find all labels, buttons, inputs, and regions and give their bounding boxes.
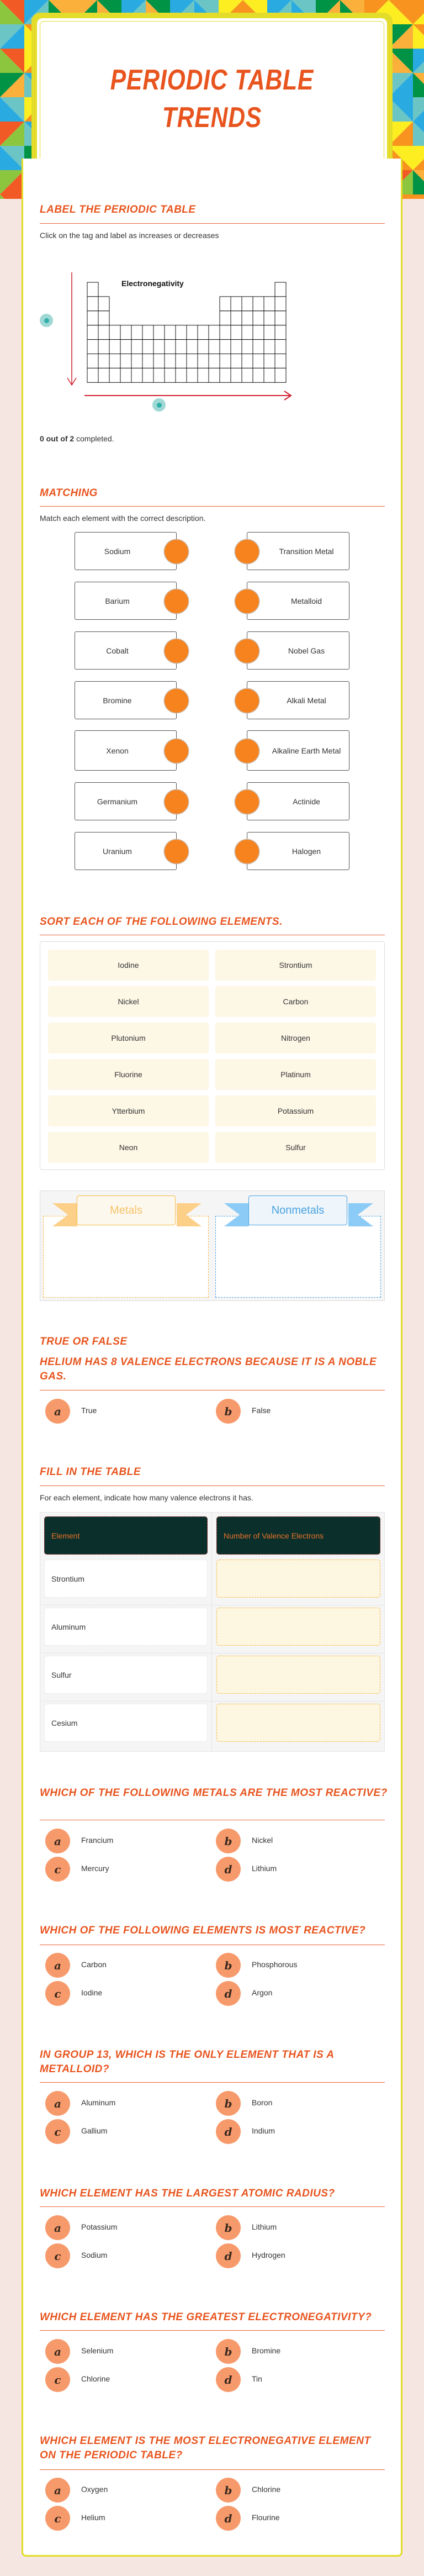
element-cell (242, 311, 253, 325)
option-text[interactable]: Lithium (252, 2222, 277, 2231)
option-letter-d[interactable]: d (216, 2367, 241, 2392)
option-letter-c[interactable]: c (45, 1981, 70, 2006)
match-left-item[interactable]: Sodium (75, 532, 177, 570)
divider (40, 223, 385, 224)
element-cell (176, 368, 187, 382)
element-cell (220, 311, 231, 325)
element-cell (198, 368, 209, 382)
valence-answer-input[interactable] (216, 1608, 380, 1646)
element-cell (275, 325, 286, 340)
table-header-valence: Number of Valence Electrons (216, 1516, 380, 1555)
match-left-item[interactable]: Xenon (75, 730, 177, 771)
element-cell (220, 340, 231, 354)
option-letter-d[interactable]: d (216, 2243, 241, 2268)
element-cell (253, 354, 264, 368)
match-right-item[interactable]: Alkaline Earth Metal (247, 730, 349, 771)
match-connector-dot[interactable] (165, 790, 188, 814)
element-cell (275, 354, 286, 368)
element-cell (220, 354, 231, 368)
option-letter-a[interactable]: a (45, 2339, 70, 2364)
option-text[interactable]: Tin (252, 2374, 262, 2383)
option-text[interactable]: Hydrogen (252, 2251, 285, 2259)
match-connector-dot[interactable] (235, 639, 259, 663)
match-right-item[interactable]: Transition Metal (247, 532, 349, 570)
element-cell (142, 354, 153, 368)
question-heading: WHICH ELEMENT HAS THE LARGEST ATOMIC RADIUS? (40, 2188, 335, 2199)
element-cell (275, 340, 286, 354)
element-cell (87, 325, 98, 340)
option-letter-b[interactable]: b (216, 2215, 241, 2240)
option-letter-a[interactable]: a (45, 2091, 70, 2116)
element-cell (264, 297, 275, 311)
match-connector-dot[interactable] (165, 739, 188, 763)
true-false-question: HELIUM HAS 8 VALENCE ELECTRONS BECAUSE IT IS A NOBLE GAS. (40, 1356, 377, 1382)
element-cell (176, 325, 187, 340)
option-text[interactable]: Boron (252, 2098, 273, 2107)
valence-answer-input[interactable] (216, 1656, 380, 1694)
element-cell (142, 340, 153, 354)
element-cell (198, 340, 209, 354)
option-letter-b[interactable]: b (216, 2339, 241, 2364)
option-letter-c[interactable]: c (45, 2119, 70, 2144)
match-left-item[interactable]: Uranium (75, 832, 177, 870)
arrow-right-icon (84, 391, 291, 400)
bin-label-nonmetals: Nonmetals (248, 1195, 347, 1225)
option-letter-c[interactable]: c (45, 2367, 70, 2392)
element-cell (209, 340, 220, 354)
element-cell (165, 368, 176, 382)
element-cell: Sulfur (44, 1656, 208, 1694)
page-title-line-1: PERIODIC TABLE (110, 64, 314, 96)
element-cell (165, 325, 176, 340)
sort-item[interactable]: Ytterbium (48, 1095, 209, 1126)
question-heading: WHICH ELEMENT IS THE MOST ELECTRONEGATIVE ELEMENT ON THE PERIODIC TABLE? (40, 2435, 371, 2461)
element-cell (231, 325, 242, 340)
element-cell (98, 340, 109, 354)
sort-item[interactable]: Strontium (215, 950, 376, 981)
option-text[interactable]: Oxygen (81, 2485, 108, 2494)
element-cell (264, 354, 275, 368)
option-text[interactable]: False (252, 1406, 271, 1415)
element-cell (131, 368, 142, 382)
divider (40, 506, 385, 507)
diagram-title: Electronegativity (121, 279, 184, 288)
divider (40, 1485, 385, 1486)
match-connector-dot[interactable] (165, 540, 188, 563)
option-text[interactable]: Potassium (81, 2222, 118, 2231)
sort-item[interactable]: Fluorine (48, 1059, 209, 1090)
match-right-item[interactable]: Nobel Gas (247, 631, 349, 670)
element-cell (187, 368, 198, 382)
sort-item[interactable]: Plutonium (48, 1023, 209, 1053)
match-connector-dot[interactable] (235, 790, 259, 814)
label-tag-hotspot-vertical[interactable] (40, 314, 53, 327)
match-right-item[interactable]: Halogen (247, 832, 349, 870)
option-text[interactable]: Iodine (81, 1988, 103, 1997)
section-heading-label: LABEL THE PERIODIC TABLE (40, 204, 196, 215)
element-cell (242, 297, 253, 311)
option-text[interactable]: Helium (81, 2513, 105, 2522)
element-cell (275, 297, 286, 311)
element-cell (120, 354, 131, 368)
element-cell (275, 368, 286, 382)
option-text[interactable]: Gallium (81, 2126, 108, 2135)
element-cell (231, 340, 242, 354)
element-cell (209, 325, 220, 340)
option-text[interactable]: Flourine (252, 2513, 280, 2522)
question-heading: WHICH ELEMENT HAS THE GREATEST ELECTRONEGATIVITY? (40, 2311, 372, 2323)
element-cell (231, 354, 242, 368)
element-cell (231, 368, 242, 382)
divider (40, 2330, 385, 2331)
match-connector-dot[interactable] (165, 840, 188, 863)
option-text[interactable]: Nickel (252, 1836, 273, 1845)
element-cell (198, 354, 209, 368)
element-cell (242, 368, 253, 382)
element-cell (242, 325, 253, 340)
periodic-table-grid (87, 282, 286, 382)
progress-count: 0 out of 2 (40, 434, 75, 443)
element-cell (87, 297, 98, 311)
element-cell (142, 325, 153, 340)
option-letter-b[interactable]: b (216, 1829, 241, 1853)
element-cell (98, 297, 109, 311)
option-letter-a[interactable]: a (45, 2478, 70, 2503)
match-connector-dot[interactable] (165, 639, 188, 663)
element-cell (242, 354, 253, 368)
element-cell (176, 354, 187, 368)
match-left-item[interactable]: Barium (75, 582, 177, 620)
match-connector-dot[interactable] (165, 689, 188, 713)
periodic-table-diagram (33, 265, 309, 414)
option-text[interactable]: Sodium (81, 2251, 108, 2259)
match-right-item[interactable]: Actinide (247, 782, 349, 820)
element-cell (98, 354, 109, 368)
element-cell (87, 354, 98, 368)
element-cell (131, 340, 142, 354)
option-text[interactable]: Lithium (252, 1864, 277, 1873)
label-progress (40, 434, 114, 443)
match-left-item[interactable]: Cobalt (75, 631, 177, 670)
element-cell: Strontium (44, 1560, 208, 1598)
match-connector-dot[interactable] (235, 739, 259, 763)
element-cell (109, 368, 120, 382)
element-cell (220, 325, 231, 340)
element-cell (264, 368, 275, 382)
section-heading-sort: SORT EACH OF THE FOLLOWING ELEMENTS. (40, 916, 283, 928)
element-cell (153, 340, 165, 354)
label-tag-hotspot-horizontal[interactable] (152, 398, 166, 412)
option-text[interactable]: Aluminum (81, 2098, 116, 2107)
element-cell (231, 297, 242, 311)
option-text[interactable]: Francium (81, 1836, 114, 1845)
match-connector-dot[interactable] (235, 540, 259, 563)
element-cell (131, 354, 142, 368)
element-cell (109, 354, 120, 368)
element-cell (87, 311, 98, 325)
element-cell (264, 340, 275, 354)
option-letter-b[interactable]: b (216, 2091, 241, 2116)
option-text[interactable]: Phosphorous (252, 1960, 298, 1969)
element-cell (120, 340, 131, 354)
element-cell (153, 325, 165, 340)
element-cell (253, 297, 264, 311)
sort-item[interactable]: Platinum (215, 1059, 376, 1090)
matching-instruction: Match each element with the correct description. (40, 514, 206, 523)
match-connector-dot[interactable] (235, 589, 259, 613)
element-cell (98, 311, 109, 325)
option-text[interactable]: Selenium (81, 2346, 114, 2355)
option-text[interactable]: Carbon (81, 1960, 107, 1969)
question-heading: WHICH OF THE FOLLOWING ELEMENTS IS MOST REACTIVE? (40, 1925, 366, 1936)
arrow-down-icon (67, 272, 76, 385)
match-left-item[interactable]: Bromine (75, 681, 177, 719)
question-heading: IN GROUP 13, WHICH IS THE ONLY ELEMENT THAT IS A METALLOID? (40, 2049, 334, 2075)
section-heading-fill-table: FILL IN THE TABLE (40, 1466, 141, 1478)
valence-answer-input[interactable] (216, 1560, 380, 1598)
element-cell (209, 354, 220, 368)
option-letter-b[interactable]: b (216, 2478, 241, 2503)
sort-item[interactable]: Iodine (48, 950, 209, 981)
element-cell (109, 340, 120, 354)
label-instruction: Click on the tag and label as increases or decreases (40, 231, 219, 240)
element-cell (275, 311, 286, 325)
bin-label-metals: Metals (77, 1195, 176, 1225)
element-cell (253, 311, 264, 325)
element-cell (176, 340, 187, 354)
element-cell (187, 354, 198, 368)
element-cell (120, 368, 131, 382)
option-letter-a[interactable]: a (45, 1829, 70, 1853)
element-cell: Cesium (44, 1704, 208, 1742)
option-text[interactable]: Indium (252, 2126, 275, 2135)
element-cell (98, 325, 109, 340)
element-cell: Aluminum (44, 1608, 208, 1646)
option-letter-d[interactable]: d (216, 1981, 241, 2006)
divider (40, 2082, 385, 2083)
element-cell (87, 282, 98, 297)
element-cell (120, 325, 131, 340)
option-letter-a[interactable]: a (45, 1399, 70, 1424)
sort-item[interactable]: Nickel (48, 986, 209, 1017)
element-cell (87, 340, 98, 354)
match-connector-dot[interactable] (235, 689, 259, 713)
sort-item[interactable]: Neon (48, 1132, 209, 1163)
table-header-element: Element (44, 1516, 208, 1555)
match-left-item[interactable]: Germanium (75, 782, 177, 820)
sort-item[interactable]: Potassium (215, 1095, 376, 1126)
option-text[interactable]: Bromine (252, 2346, 281, 2355)
element-cell (131, 325, 142, 340)
section-heading-true-false: TRUE OR FALSE (40, 1336, 128, 1347)
option-text[interactable]: Mercury (81, 1864, 109, 1873)
option-text[interactable]: Chlorine (252, 2485, 281, 2494)
option-letter-d[interactable]: d (216, 2506, 241, 2531)
option-letter-c[interactable]: c (45, 2243, 70, 2268)
match-connector-dot[interactable] (165, 589, 188, 613)
element-cell (165, 340, 176, 354)
question-heading: WHICH OF THE FOLLOWING METALS ARE THE MOST REACTIVE? (40, 1787, 388, 1799)
valence-answer-input[interactable] (216, 1704, 380, 1742)
option-letter-b[interactable]: b (216, 1953, 241, 1978)
option-letter-a[interactable]: a (45, 2215, 70, 2240)
element-cell (275, 282, 286, 297)
element-cell (209, 368, 220, 382)
option-text[interactable]: Argon (252, 1988, 273, 1997)
element-cell (98, 368, 109, 382)
element-cell (165, 354, 176, 368)
element-cell (231, 311, 242, 325)
option-letter-c[interactable]: c (45, 2506, 70, 2531)
match-connector-dot[interactable] (235, 840, 259, 863)
option-letter-c[interactable]: c (45, 1857, 70, 1882)
element-cell (153, 354, 165, 368)
element-cell (253, 368, 264, 382)
title-card (31, 13, 393, 178)
option-letter-d[interactable]: d (216, 1857, 241, 1882)
element-cell (87, 368, 98, 382)
element-cell (198, 325, 209, 340)
element-cell (142, 368, 153, 382)
section-heading-matching: MATCHING (40, 487, 98, 499)
pattern-triangle (413, 194, 424, 199)
element-cell (264, 311, 275, 325)
progress-suffix: completed. (74, 434, 114, 443)
sort-item[interactable]: Carbon (215, 986, 376, 1017)
element-cell (109, 325, 120, 340)
element-cell (253, 325, 264, 340)
match-right-item[interactable]: Alkali Metal (247, 681, 349, 719)
option-letter-a[interactable]: a (45, 1953, 70, 1978)
divider (40, 2469, 385, 2470)
divider (40, 2206, 385, 2207)
page-title-line-2: TRENDS (162, 102, 262, 134)
element-cell (153, 368, 165, 382)
sort-item[interactable]: Sulfur (215, 1132, 376, 1163)
sort-item[interactable]: Nitrogen (215, 1023, 376, 1053)
option-letter-d[interactable]: d (216, 2119, 241, 2144)
element-cell (220, 368, 231, 382)
element-cell (187, 325, 198, 340)
element-cell (220, 297, 231, 311)
option-text[interactable]: Chlorine (81, 2374, 110, 2383)
element-cell (253, 340, 264, 354)
option-text[interactable]: True (81, 1406, 97, 1415)
match-right-item[interactable]: Metalloid (247, 582, 349, 620)
element-cell (242, 340, 253, 354)
fill-table-instruction: For each element, indicate how many valence electrons it has. (40, 1493, 253, 1502)
element-cell (187, 340, 198, 354)
option-letter-b[interactable]: b (216, 1399, 241, 1424)
element-cell (264, 325, 275, 340)
